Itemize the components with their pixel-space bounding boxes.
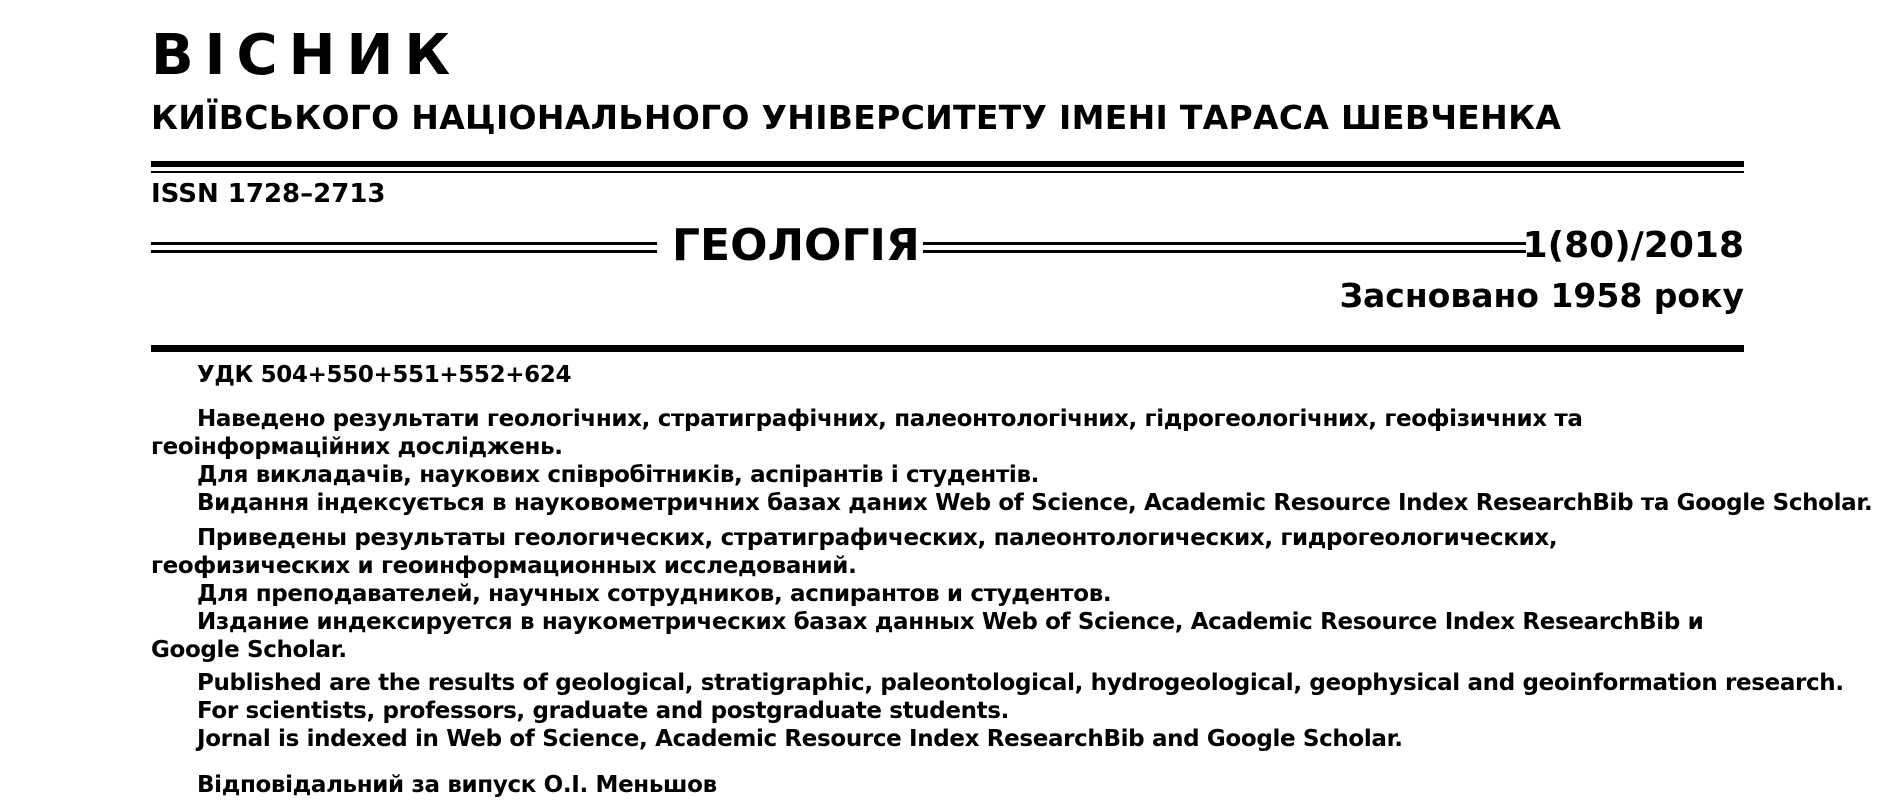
founded-year: Засновано 1958 року (1339, 276, 1744, 315)
section-rule-left-bottom (151, 250, 657, 253)
udk-text: УДК 504+550+551+552+624 (197, 362, 572, 388)
issue-number: 1(80)/2018 (1522, 225, 1744, 266)
section-rule-right-top (923, 242, 1526, 245)
issn: ISSN 1728–2713 (151, 179, 386, 209)
journal-subtitle: КИЇВСЬКОГО НАЦІОНАЛЬНОГО УНІВЕРСИТЕТУ ІМЕНІ ТАРАСА ШЕВЧЕНКА (151, 98, 1562, 137)
section-rule-left-top (151, 242, 657, 245)
section-title: ГЕОЛОГІЯ (672, 220, 920, 271)
body-top-rule (151, 345, 1744, 352)
ukrainian-block (151, 405, 1873, 517)
ru-audience-text: Для преподавателей, научных сотрудников, аспирантов и студентов. (197, 581, 1112, 607)
ru-index-text: Издание индексируется в наукометрических базах данных Web of Science, Academic Resource Index ResearchBib и Google Scholar. (151, 609, 1704, 663)
ru-results-text: Приведены результаты геологических, стратиграфических, палеонтологических, гидрогеологических, геофизических и геоинформационных исследований. (151, 525, 1558, 579)
section-rule-right-bottom (923, 250, 1526, 253)
header-rule-thick (151, 161, 1744, 167)
english-block (151, 669, 1844, 753)
en-results-text: Published are the results of geological, stratigraphic, paleontological, hydrogeological, geophysical and geoinformation research. (197, 670, 1844, 696)
uk-results-text: Наведено результати геологічних, стратиграфічних, палеонтологічних, гідрогеологічних, геофізичних та геоінформаційних досліджень. (151, 406, 1583, 460)
en-index-text: Jornal is indexed in Web of Science, Academic Resource Index ResearchBib and Google Scholar. (197, 726, 1403, 752)
uk-index-text: Видання індексується в науковометричних базах даних Web of Science, Academic Resource Index ResearchBib та Google Scholar. (197, 490, 1873, 516)
responsible-text: Відповідальний за випуск О.І. Меньшов (197, 772, 717, 798)
header-rule-thin (151, 171, 1744, 173)
uk-audience-text: Для викладачів, наукових співробітників, аспірантів і студентів. (197, 462, 1040, 488)
udk-line (151, 361, 1744, 389)
en-audience-text: For scientists, professors, graduate and postgraduate students. (197, 698, 1010, 724)
responsible-line (151, 771, 1744, 799)
russian-block (151, 524, 1744, 664)
journal-title: ВІСНИК (151, 23, 462, 88)
